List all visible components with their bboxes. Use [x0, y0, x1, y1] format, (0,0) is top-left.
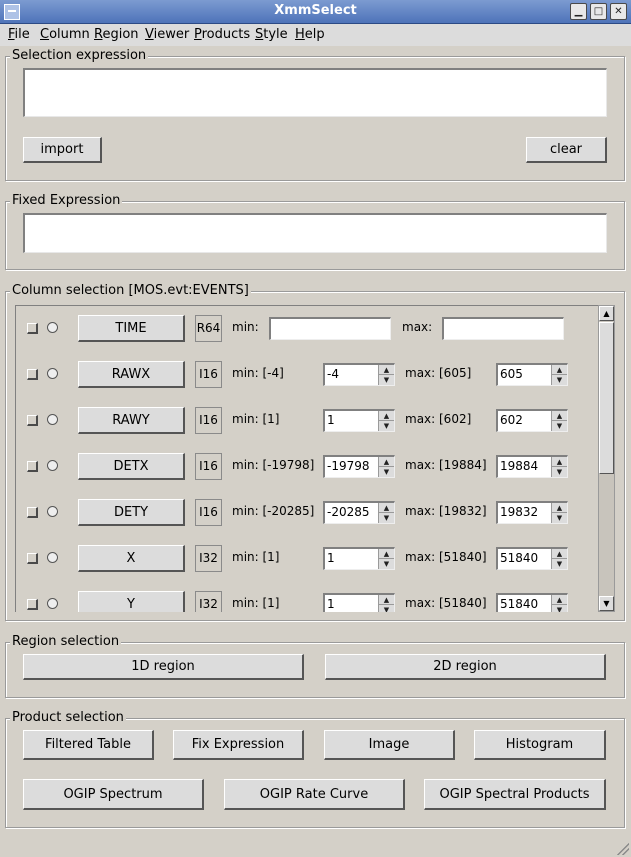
scroll-up-icon[interactable]: ▲ [599, 306, 614, 321]
scroll-down-icon[interactable]: ▼ [599, 596, 614, 611]
scroll-thumb[interactable] [599, 322, 614, 474]
max-label: max: [19884] [405, 458, 487, 472]
resize-grip-icon[interactable] [617, 843, 629, 855]
min-label: min: [1] [232, 596, 280, 610]
menu-column[interactable]: Column [40, 27, 90, 42]
menu-file[interactable]: File [8, 27, 30, 42]
max-spinbox[interactable] [496, 547, 568, 570]
spin-buttons [378, 365, 394, 385]
maximize-icon[interactable]: □ [590, 3, 607, 20]
min-spinbox[interactable] [323, 455, 395, 478]
max-label: max: [51840] [405, 550, 487, 564]
column-radio[interactable] [47, 322, 58, 333]
max-spinbox[interactable] [496, 455, 568, 478]
min-label: min: [-20285] [232, 504, 315, 518]
max-label: max: [51840] [405, 596, 487, 610]
max-value: 605 [500, 367, 523, 381]
selection-expression-title: Selection expression [12, 48, 147, 63]
column-checkbox[interactable] [27, 461, 38, 472]
min-label: min: [-19798] [232, 458, 315, 472]
column-name-button[interactable]: DETX [78, 453, 185, 480]
spin-up-icon[interactable]: ▲ [379, 457, 394, 467]
column-type: I16 [195, 361, 222, 388]
column-list-scrollbar[interactable] [598, 305, 615, 612]
min-spinbox[interactable] [323, 593, 395, 612]
column-list [15, 305, 599, 612]
max-value: 19884 [500, 459, 539, 473]
min-value: -19798 [327, 459, 370, 473]
menu-bar [0, 24, 631, 46]
spin-down-icon[interactable]: ▼ [556, 560, 563, 568]
max-value: 51840 [500, 551, 539, 565]
min-label: min: [232, 320, 259, 334]
min-input[interactable] [269, 317, 391, 340]
menu-viewer[interactable]: Viewer [145, 27, 190, 42]
spin-up-icon[interactable]: ▲ [379, 549, 394, 559]
max-spinbox[interactable] [496, 501, 568, 524]
spin-up-icon[interactable]: ▲ [379, 595, 394, 605]
column-type: I16 [195, 499, 222, 526]
image-button[interactable]: Image [324, 730, 455, 760]
max-label: max: [19832] [405, 504, 487, 518]
spin-down-icon[interactable]: ▼ [556, 606, 563, 612]
spin-buttons [551, 549, 567, 569]
menu-region[interactable]: Region [94, 27, 139, 42]
ogip-spectrum-button[interactable]: OGIP Spectrum [23, 779, 204, 810]
column-checkbox[interactable] [27, 369, 38, 380]
column-row-rawy [16, 398, 599, 444]
column-radio[interactable] [47, 414, 58, 425]
column-type: I16 [195, 407, 222, 434]
spin-up-icon[interactable]: ▲ [552, 365, 567, 375]
filtered-table-button[interactable]: Filtered Table [23, 730, 154, 760]
fixed-expression-title: Fixed Expression [12, 193, 121, 208]
column-radio[interactable] [47, 598, 58, 609]
column-row-dety [16, 490, 599, 536]
spin-down-icon[interactable]: ▼ [556, 468, 563, 476]
spin-up-icon[interactable]: ▲ [552, 503, 567, 513]
column-type: I32 [195, 545, 222, 572]
max-spinbox[interactable] [496, 409, 568, 432]
min-spinbox[interactable] [323, 409, 395, 432]
min-spinbox[interactable] [323, 547, 395, 570]
spin-buttons [551, 503, 567, 523]
selection-expression-input[interactable] [23, 68, 607, 117]
min-value: 1 [327, 413, 335, 427]
column-radio[interactable] [47, 368, 58, 379]
menu-style[interactable]: Style [255, 27, 288, 42]
column-checkbox[interactable] [27, 323, 38, 334]
column-type: I16 [195, 453, 222, 480]
spin-down-icon[interactable]: ▼ [556, 422, 563, 430]
column-checkbox[interactable] [27, 599, 38, 610]
product-selection-title: Product selection [12, 710, 124, 725]
column-name-button[interactable]: TIME [78, 315, 185, 342]
spin-up-icon[interactable]: ▲ [552, 411, 567, 421]
column-name-button[interactable]: Y [78, 591, 185, 612]
column-row-time [16, 306, 599, 352]
import-button[interactable]: import [23, 137, 102, 163]
column-radio[interactable] [47, 506, 58, 517]
spin-up-icon[interactable]: ▲ [552, 457, 567, 467]
spin-down-icon[interactable]: ▼ [383, 422, 390, 430]
max-input[interactable] [442, 317, 564, 340]
column-row-y [16, 582, 599, 612]
column-name-button[interactable]: X [78, 545, 185, 572]
min-label: min: [1] [232, 550, 280, 564]
menu-help[interactable]: Help [295, 27, 325, 42]
spin-up-icon[interactable]: ▲ [379, 503, 394, 513]
close-icon[interactable]: ✕ [610, 3, 627, 20]
spin-buttons [378, 457, 394, 477]
region-selection-title: Region selection [12, 634, 120, 649]
spin-buttons [378, 503, 394, 523]
fixed-expression-input[interactable] [23, 213, 607, 253]
max-label: max: [602] [405, 412, 472, 426]
min-value: 1 [327, 551, 335, 565]
fix-expression-button[interactable]: Fix Expression [173, 730, 304, 760]
min-label: min: [1] [232, 412, 280, 426]
column-name-button[interactable]: RAWX [78, 361, 185, 388]
min-spinbox[interactable] [323, 501, 395, 524]
column-radio[interactable] [47, 460, 58, 471]
spin-buttons [551, 411, 567, 431]
ogip-spectral-products-button[interactable]: OGIP Spectral Products [424, 779, 606, 810]
spin-down-icon[interactable]: ▼ [383, 606, 390, 612]
ogip-rate-curve-button[interactable]: OGIP Rate Curve [224, 779, 405, 810]
spin-up-icon[interactable]: ▲ [552, 549, 567, 559]
title-bar [0, 0, 631, 24]
max-spinbox[interactable] [496, 363, 568, 386]
column-checkbox[interactable] [27, 507, 38, 518]
column-name-button[interactable]: DETY [78, 499, 185, 526]
spin-buttons [551, 457, 567, 477]
spin-down-icon[interactable]: ▼ [556, 376, 563, 384]
column-name-button[interactable]: RAWY [78, 407, 185, 434]
region-1d-button[interactable]: 1D region [23, 654, 304, 680]
spin-down-icon[interactable]: ▼ [383, 468, 390, 476]
spin-up-icon[interactable]: ▲ [379, 411, 394, 421]
max-value: 602 [500, 413, 523, 427]
min-value: 1 [327, 597, 335, 611]
column-row-x [16, 536, 599, 582]
column-type: R64 [195, 315, 222, 342]
spin-buttons [551, 365, 567, 385]
min-value: -20285 [327, 505, 370, 519]
clear-button[interactable]: clear [526, 137, 607, 163]
max-value: 19832 [500, 505, 539, 519]
window-title: XmmSelect [274, 3, 357, 18]
spin-down-icon[interactable]: ▼ [383, 560, 390, 568]
minimize-icon[interactable]: ▁ [570, 3, 587, 20]
max-spinbox[interactable] [496, 593, 568, 612]
spin-buttons [551, 595, 567, 612]
column-radio[interactable] [47, 552, 58, 563]
max-label: max: [402, 320, 433, 334]
spin-up-icon[interactable]: ▲ [552, 595, 567, 605]
min-label: min: [-4] [232, 366, 284, 380]
max-value: 51840 [500, 597, 539, 611]
spin-up-icon[interactable]: ▲ [379, 365, 394, 375]
column-type: I32 [195, 591, 222, 612]
column-checkbox[interactable] [27, 415, 38, 426]
region-2d-button[interactable]: 2D region [325, 654, 606, 680]
column-row-detx [16, 444, 599, 490]
spin-down-icon[interactable]: ▼ [556, 514, 563, 522]
spin-down-icon[interactable]: ▼ [383, 514, 390, 522]
spin-buttons [378, 411, 394, 431]
spin-buttons [378, 595, 394, 612]
min-value: -4 [327, 367, 339, 381]
column-selection-title: Column selection [MOS.evt:EVENTS] [12, 283, 249, 298]
spin-down-icon[interactable]: ▼ [383, 376, 390, 384]
column-checkbox[interactable] [27, 553, 38, 564]
menu-products[interactable]: Products [194, 27, 251, 42]
histogram-button[interactable]: Histogram [474, 730, 606, 760]
spin-buttons [378, 549, 394, 569]
min-spinbox[interactable] [323, 363, 395, 386]
max-label: max: [605] [405, 366, 472, 380]
column-row-rawx [16, 352, 599, 398]
